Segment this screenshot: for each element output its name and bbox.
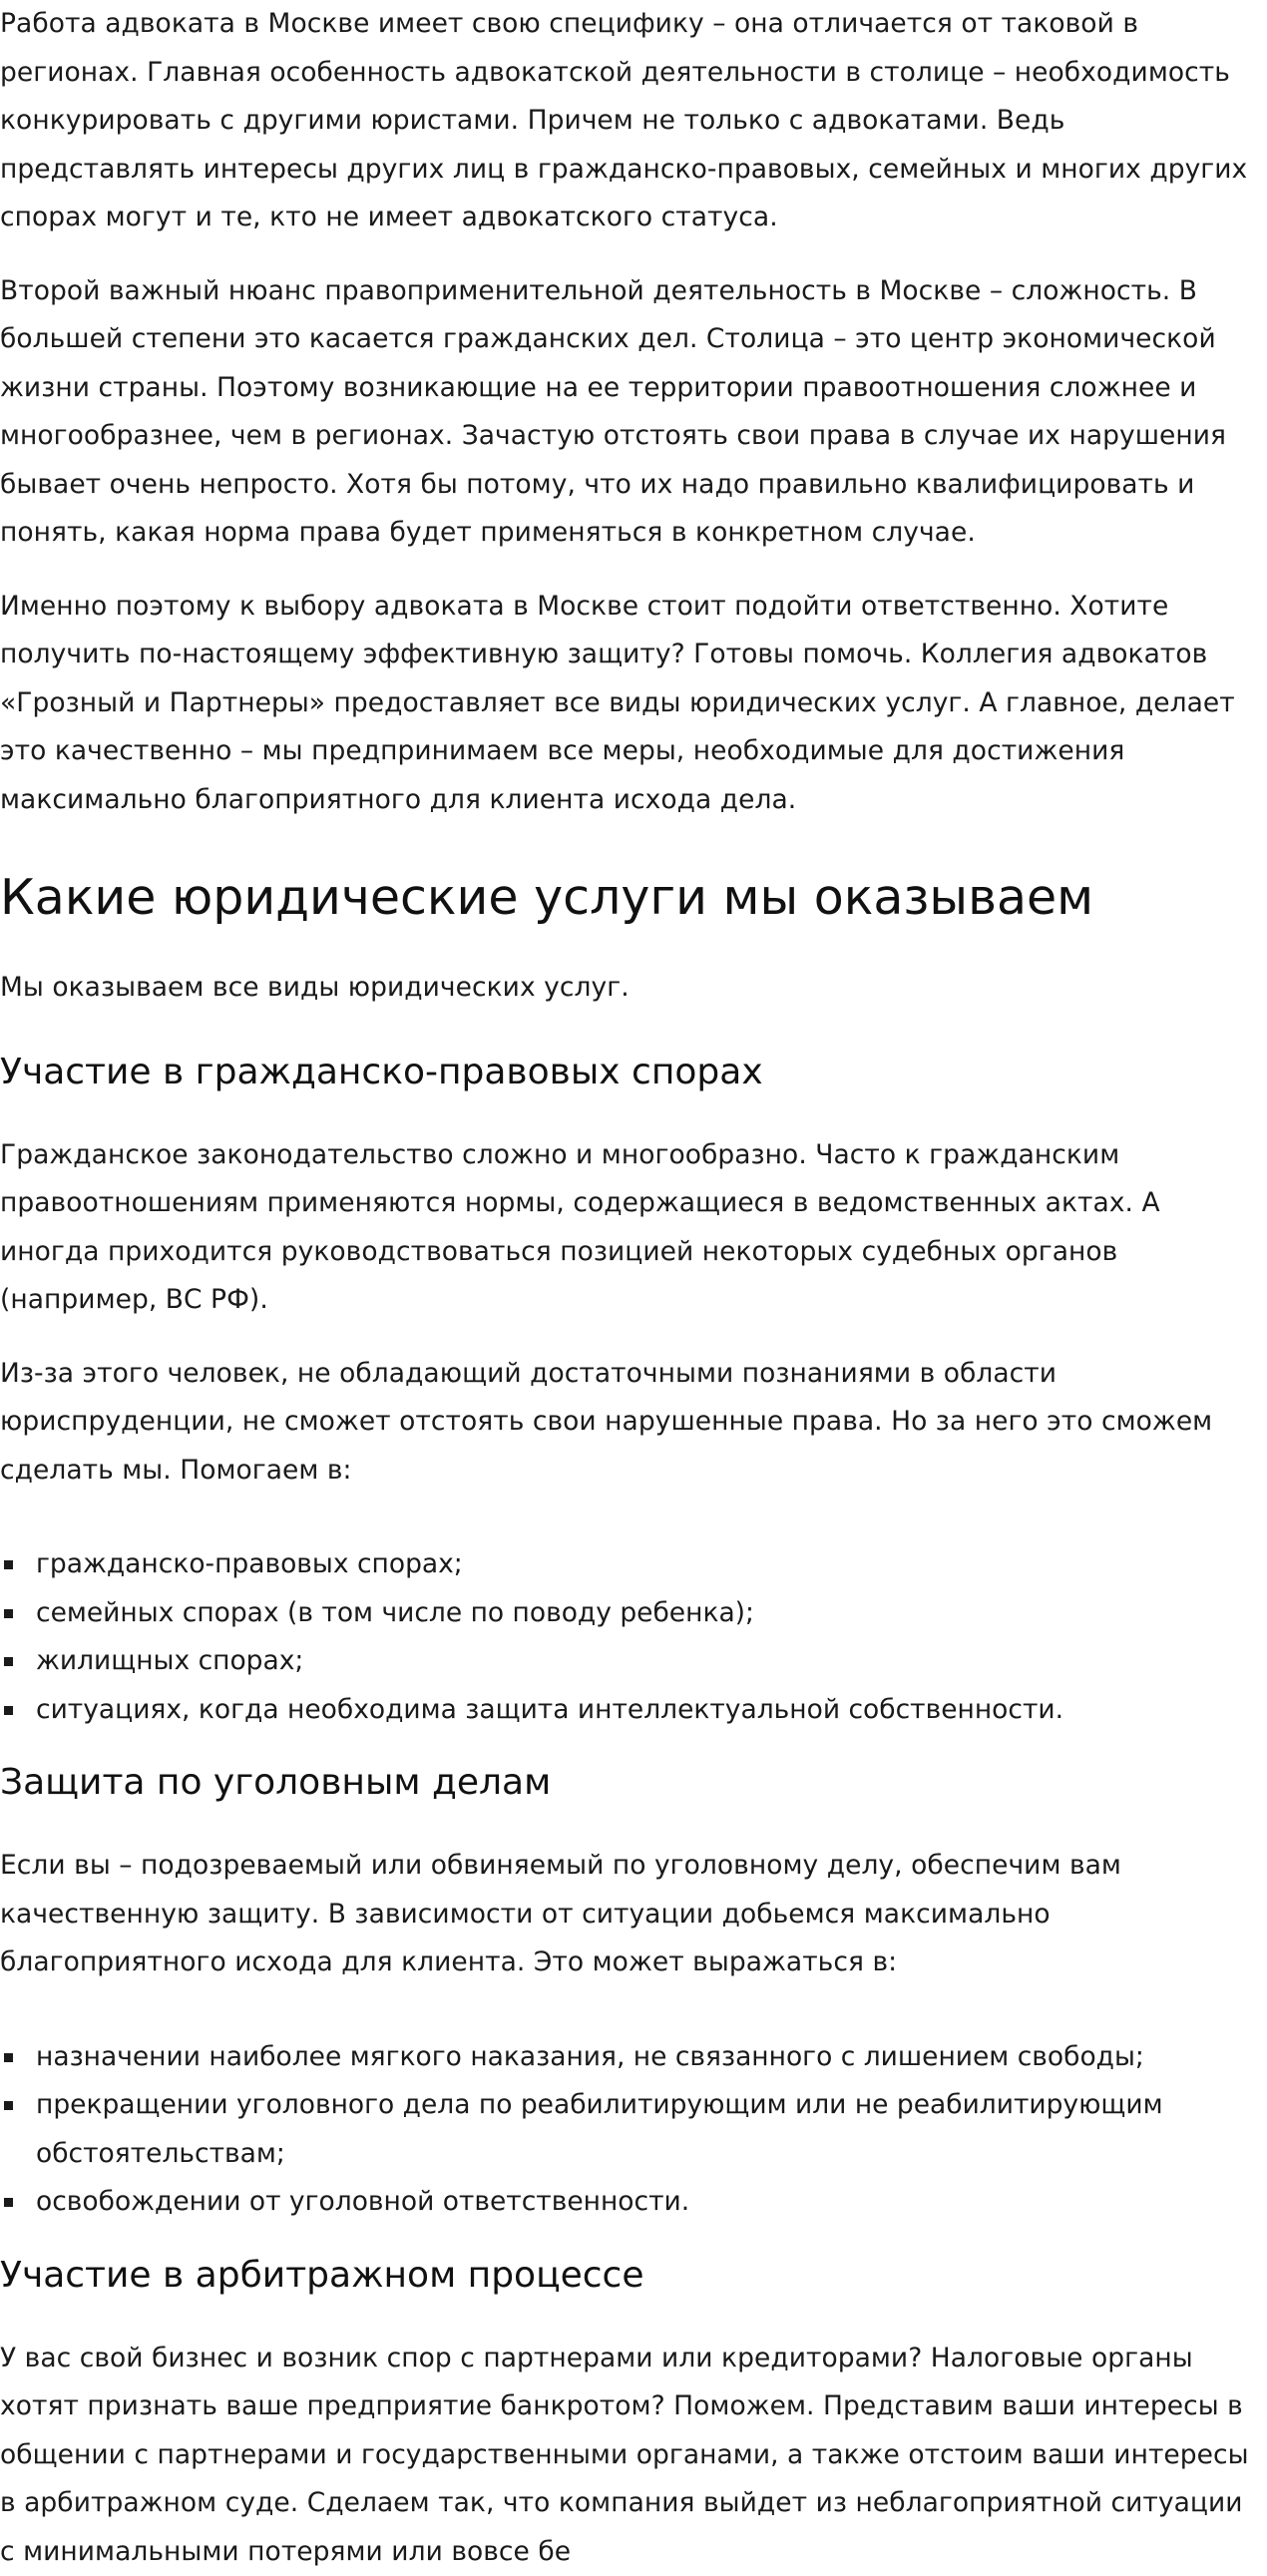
list-item <box>0 2081 1265 2178</box>
civil-paragraph: Из-за этого человек, не обладающий достаточными познаниями в области юриспруденции, не сможет отстоять свои нарушенные права. Но за него это сможем сделать мы. Помогаем в: <box>0 1350 1265 1496</box>
list-item <box>0 1686 1265 1735</box>
bullet-icon <box>4 1609 13 1618</box>
list-item-text: назначении наиболее мягкого наказания, не связанного с лишением свободы; <box>36 2041 1144 2072</box>
services-intro-paragraph: Мы оказываем все виды юридических услуг. <box>0 964 1265 1013</box>
arbitration-heading: Участие в арбитражном процессе <box>0 2252 1265 2300</box>
criminal-paragraph: Если вы – подозреваемый или обвиняемый по уголовному делу, обеспечим вам качественную защиту. В зависимости от ситуации добьемся максимально благоприятного исхода для клиента. Это может выражаться в: <box>0 1842 1265 1987</box>
list-item <box>0 1540 1265 1589</box>
criminal-defense-heading: Защита по уголовным делам <box>0 1759 1265 1807</box>
list-item-text: освобождении от уголовной ответственности. <box>36 2186 689 2217</box>
list-item <box>0 1637 1265 1686</box>
intro-paragraph: Работа адвоката в Москве имеет свою специфику – она отличается от таковой в регионах. Главная особенность адвокатской деятельности в столице – необходимость конкурировать с другими юристами. Причем не только с адвокатами. Ведь представлять интересы других лиц в гражданско-правовых, семейных и многих других спорах могут и те, кто не имеет адвокатского статуса. <box>0 0 1265 242</box>
civil-disputes-heading: Участие в гражданско-правовых спорах <box>0 1049 1265 1096</box>
list-item-text: ситуациях, когда необходима защита интеллектуальной собственности. <box>36 1694 1063 1725</box>
list-item-text: семейных спорах (в том числе по поводу ребенка); <box>36 1597 754 1628</box>
services-heading: Какие юридические услуги мы оказываем <box>0 868 1265 928</box>
list-item <box>0 2178 1265 2227</box>
bullet-icon <box>4 2101 13 2110</box>
intro-paragraph: Второй важный нюанс правоприменительной деятельность в Москве – сложность. В большей степени это касается гражданских дел. Столица – это центр экономической жизни страны. Поэтому возникающие на ее территории правоотношения сложнее и многообразнее, чем в регионах. Зачастую отстоять свои права в случае их нарушения бывает очень непросто. Хотя бы потому, что их надо правильно квалифицировать и понять, какая норма права будет применяться в конкретном случае. <box>0 267 1265 558</box>
civil-list <box>0 1540 1265 1734</box>
list-item-text: жилищных спорах; <box>36 1645 303 1676</box>
list-item-text: прекращении уголовного дела по реабилитирующим или не реабилитирующим обстоятельствам; <box>36 2089 1163 2169</box>
bullet-icon <box>4 1657 13 1666</box>
civil-paragraph: Гражданское законодательство сложно и многообразно. Часто к гражданским правоотношениям применяются нормы, содержащиеся в ведомственных актах. А иногда приходится руководствоваться позицией некоторых судебных органов (например, ВС РФ). <box>0 1131 1265 1325</box>
bullet-icon <box>4 1560 13 1569</box>
bullet-icon <box>4 1706 13 1715</box>
arbitration-paragraph: У вас свой бизнес и возник спор с партнерами или кредиторами? Налоговые органы хотят признать ваше предприятие банкротом? Поможем. Представим ваши интересы в общении с партнерами и государственными органами, а также отстоим ваши интересы в арбитражном суде. Сделаем так, что компания выйдет из неблагоприятной ситуации с минимальными потерями или вовсе бе <box>0 2335 1265 2576</box>
list-item <box>0 2033 1265 2082</box>
list-item <box>0 1589 1265 1638</box>
list-item-text: гражданско-правовых спорах; <box>36 1548 463 1579</box>
criminal-list <box>0 2033 1265 2227</box>
intro-paragraph: Именно поэтому к выбору адвоката в Москве стоит подойти ответственно. Хотите получить по-настоящему эффективную защиту? Готовы помочь. Коллегия адвокатов «Грозный и Партнеры» предоставляет все виды юридических услуг. А главное, делает это качественно – мы предпринимаем все меры, необходимые для достижения максимально благоприятного для клиента исхода дела. <box>0 583 1265 825</box>
bullet-icon <box>4 2053 13 2062</box>
bullet-icon <box>4 2198 13 2207</box>
